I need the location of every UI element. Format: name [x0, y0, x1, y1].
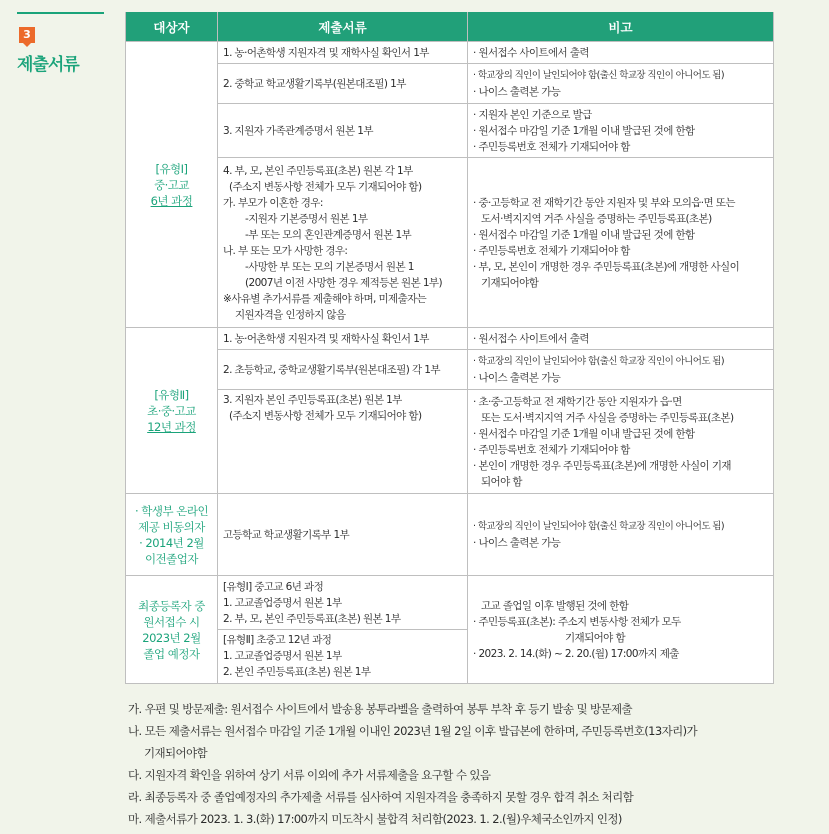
- table-row: [126, 64, 774, 104]
- doc-cell: 3. 지원자 가족관계증명서 원본 1부: [218, 104, 468, 158]
- footnote-e: 마. 제출서류가 2023. 1. 3.(화) 17:00까지 미도착시 불합격 처리함(2023. 1. 2.(월)우체국소인까지 인정): [128, 812, 622, 826]
- header-documents: 제출서류: [218, 12, 468, 42]
- footnote-d: 라. 최종등록자 중 졸업예정자의 추가제출 서류를 심사하여 지원자격을 충족하지 못할 경우 합격 취소 처리함: [128, 790, 634, 804]
- note-cell: · 지원자 본인 기준으로 발급 · 원서접수 마감일 기준 1개월 이내 발급된 것에 한함 · 주민등록번호 전체가 기재되어야 함: [468, 104, 774, 158]
- table-row: [126, 350, 774, 390]
- footnote-b-cont: 기재되어야함: [144, 746, 208, 760]
- note-cell: · 원서접수 사이트에서 출력: [468, 328, 774, 350]
- footnotes: [128, 698, 818, 830]
- doc-cell: 1. 농·어촌학생 지원자격 및 재학사실 확인서 1부: [218, 42, 468, 64]
- table-header-row: [126, 12, 774, 42]
- header-applicant: 대상자: [126, 12, 218, 42]
- applicant-type1: [유형Ⅰ] 중·고교 6년 과정: [126, 42, 218, 328]
- note-cell: · 학교장의 직인이 날인되어야 함(출신 학교장 직인이 아니어도 됨) · 나이스 출력본 가능: [468, 494, 774, 576]
- doc-cell: 1. 농·어촌학생 지원자격 및 재학사실 확인서 1부: [218, 328, 468, 350]
- note-cell: · 중·고등학교 전 재학기간 동안 지원자 및 부와 모의읍·면 또는 도서·벽지지역 거주 사실을 증명하는 주민등록표(초본) · 원서접수 마감일 기준 1개월 이내 발급된 것에 한함 · 주민등록번호 전체가 기재되어야 함 · 부, 모, 본인이 개명한 경우 주민등록표(초본)에 개명한 사실이 기재되어야함: [468, 158, 774, 328]
- table-row: [126, 42, 774, 64]
- table-row: [126, 158, 774, 328]
- note-cell: · 원서접수 사이트에서 출력: [468, 42, 774, 64]
- note-cell: 고교 졸업일 이후 발행된 것에 한함 · 주민등록표(초본): 주소지 변동사항 전체가 모두 기재되어야 함 · 2023. 2. 14.(화) ~ 2. 20.(월) 17:00까지 제출: [468, 576, 774, 684]
- table-row: [126, 576, 774, 684]
- note-cell: · 초·중·고등학교 전 재학기간 동안 지원자가 읍·면 또는 도서·벽지지역 거주 사실을 증명하는 주민등록표(초본) · 원서접수 마감일 기준 1개월 이내 발급된 것에 한함 · 주민등록번호 전체가 기재되어야 함 · 본인이 개명한 경우 주민등록표(초본)에 개명한 사실이 기재 되어야 함: [468, 390, 774, 494]
- documents-table: [125, 12, 774, 684]
- table-row: [126, 390, 774, 494]
- doc-cell: 2. 초등학교, 중학교생활기록부(원본대조필) 각 1부: [218, 350, 468, 390]
- applicant-type2: [유형Ⅱ] 초·중·고교 12년 과정: [126, 328, 218, 494]
- doc-cell: [218, 576, 468, 684]
- doc-cell: 4. 부, 모, 본인 주민등록표(초본) 원본 각 1부 (주소지 변동사항 전체가 모두 기재되어야 함) 가. 부모가 이혼한 경우: -지원자 기본증명서 원본 1부 -부 또는 모의 혼인관계증명서 원본 1부 나. 부 또는 모가 사망한 경우: -사망한 부 또는 모의 기본증명서 원본 1 (2007년 이전 사망한 경우 제적등본 원본 1부) ※사유별 추가서류를 제출해야 하며, 미제출자는 지원자격을 인정하지 않음: [218, 158, 468, 328]
- table-row: [126, 328, 774, 350]
- doc-cell: 고등학교 학교생활기록부 1부: [218, 494, 468, 576]
- applicant-online-nonconsent: · 학생부 온라인 제공 비동의자 · 2014년 2월 이전졸업자: [126, 494, 218, 576]
- footnote-a: 가. 우편 및 방문제출: 원서접수 사이트에서 발송용 봉투라벨을 출력하여 봉투 부착 후 등기 발송 및 방문제출: [128, 702, 633, 716]
- section-top-rule: [17, 12, 104, 14]
- footnote-c: 다. 지원자격 확인을 위하여 상기 서류 이외에 추가 서류제출을 요구할 수 있음: [128, 768, 491, 782]
- header-remarks: 비고: [468, 12, 774, 42]
- doc-subblock-type2: [유형Ⅱ] 초중고 12년 과정 1. 고교졸업증명서 원본 1부 2. 본인 주민등록표(초본) 원본 1부: [223, 634, 371, 678]
- doc-cell: 3. 지원자 본인 주민등록표(초본) 원본 1부 (주소지 변동사항 전체가 모두 기재되어야 함): [218, 390, 468, 494]
- doc-subblock-type1: [유형Ⅰ] 중고교 6년 과정 1. 고교졸업증명서 원본 1부 2. 부, 모, 본인 주민등록표(초본) 원본 1부: [218, 577, 467, 630]
- section-number-badge: 3: [19, 27, 35, 43]
- note-cell: · 학교장의 직인이 날인되어야 함(출신 학교장 직인이 아니어도 됨) · 나이스 출력본 가능: [468, 350, 774, 390]
- section-title: 제출서류: [17, 55, 79, 75]
- table-row: [126, 104, 774, 158]
- doc-cell: 2. 중학교 학교생활기록부(원본대조필) 1부: [218, 64, 468, 104]
- table-row: [126, 494, 774, 576]
- applicant-graduating: 최종등록자 중 원서접수 시 2023년 2월 졸업 예정자: [126, 576, 218, 684]
- footnote-b: 나. 모든 제출서류는 원서접수 마감일 기준 1개월 이내인 2023년 1월 2일 이후 발급본에 한하며, 주민등록번호(13자리)가: [128, 724, 697, 738]
- note-cell: · 학교장의 직인이 날인되어야 함(출신 학교장 직인이 아니어도 됨) · 나이스 출력본 가능: [468, 64, 774, 104]
